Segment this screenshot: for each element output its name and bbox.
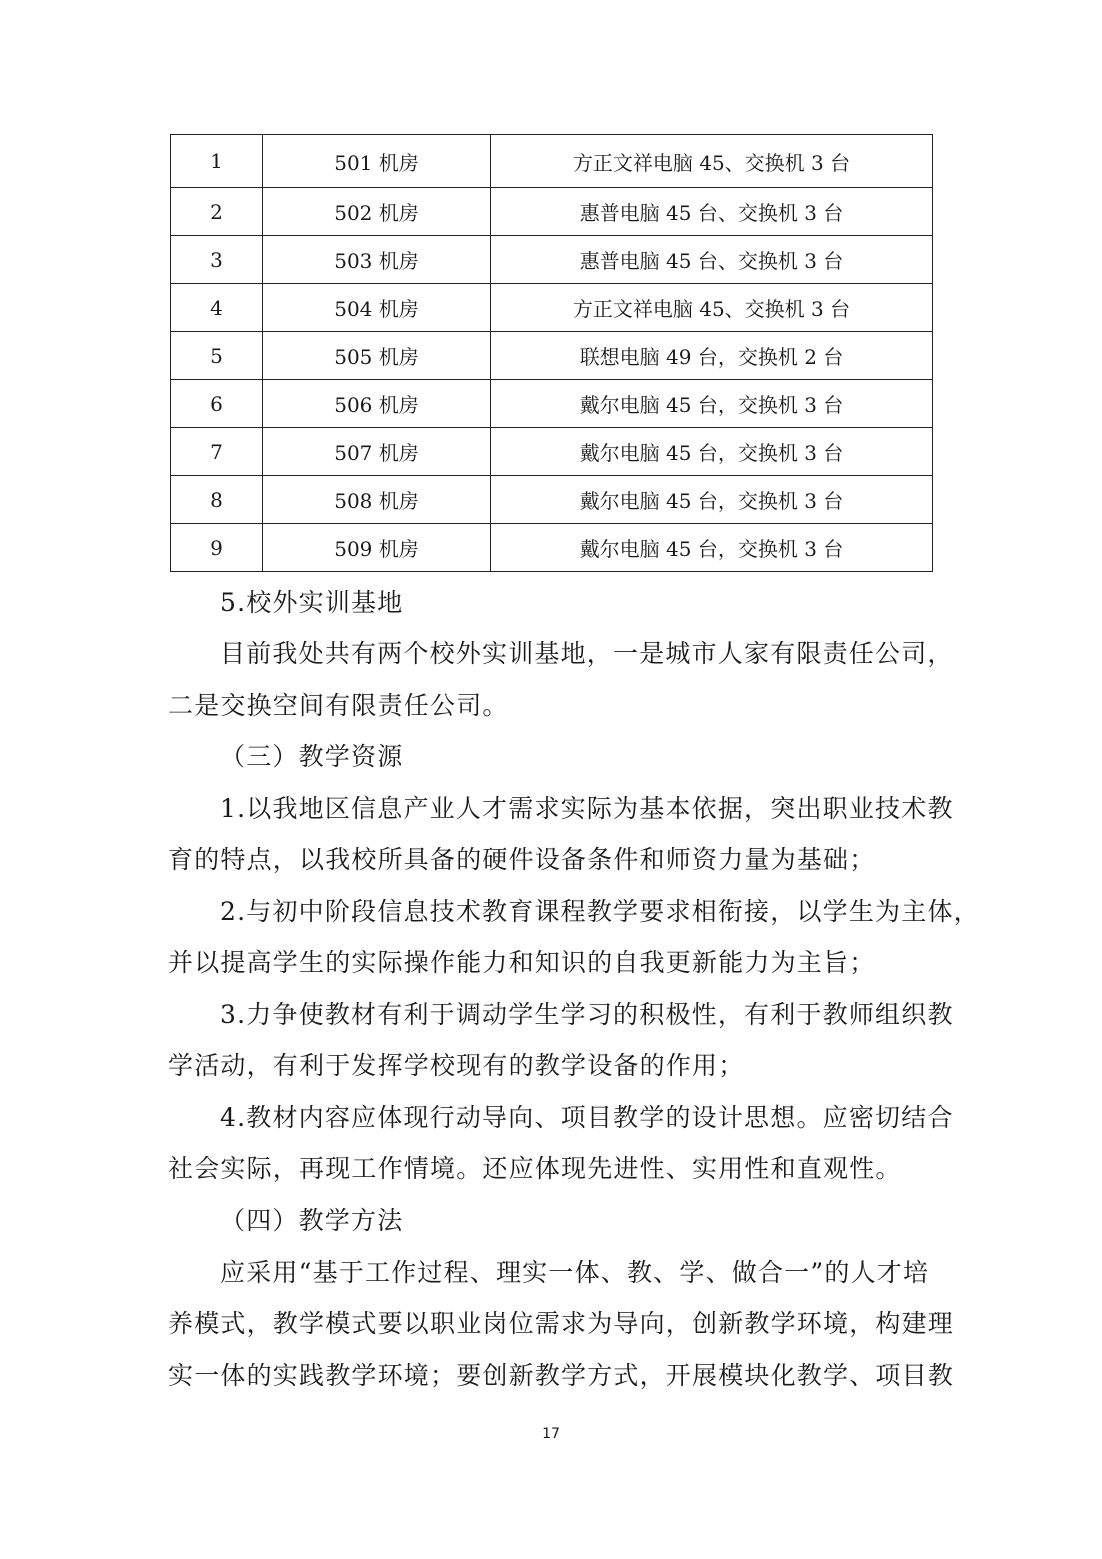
row-number: 2: [171, 188, 263, 236]
table-row: [171, 284, 933, 332]
room-name: 507 机房: [263, 428, 491, 476]
row-number: 7: [171, 428, 263, 476]
table-row: [171, 188, 933, 236]
paragraph-line: 二是交换空间有限责任公司。: [168, 691, 509, 720]
section-heading: 5.校外实训基地: [220, 588, 404, 617]
table-row: [171, 380, 933, 428]
equipment-desc: 惠普电脑 45 台、交换机 3 台: [491, 188, 933, 236]
row-number: 3: [171, 236, 263, 284]
row-number: 6: [171, 380, 263, 428]
room-name: 508 机房: [263, 476, 491, 524]
paragraph-line: 3.力争使教材有利于调动学生学习的积极性，有利于教师组织教: [220, 1000, 954, 1029]
paragraph-line: 应采用“基于工作过程、理实一体、教、学、做合一”的人才培: [220, 1258, 930, 1287]
table-row: [171, 332, 933, 380]
equipment-desc: 戴尔电脑 45 台，交换机 3 台: [491, 428, 933, 476]
paragraph-line: 4.教材内容应体现行动导向、项目教学的设计思想。应密切结合: [220, 1103, 954, 1132]
table-row: [171, 524, 933, 572]
paragraph-line: 养模式，教学模式要以职业岗位需求为导向，创新教学环境，构建理: [168, 1309, 955, 1338]
paragraph-line: 育的特点，以我校所具备的硬件设备条件和师资力量为基础；: [168, 845, 876, 874]
room-name: 505 机房: [263, 332, 491, 380]
table-row: [171, 236, 933, 284]
row-number: 4: [171, 284, 263, 332]
row-number: 9: [171, 524, 263, 572]
paragraph-line: 2.与初中阶段信息技术教育课程教学要求相衔接，以学生为主体，: [220, 897, 980, 926]
paragraph-line: 社会实际，再现工作情境。还应体现先进性、实用性和直观性。: [168, 1154, 902, 1183]
room-name: 504 机房: [263, 284, 491, 332]
equipment-desc: 戴尔电脑 45 台，交换机 3 台: [491, 380, 933, 428]
table-row: [171, 476, 933, 524]
equipment-desc: 戴尔电脑 45 台，交换机 3 台: [491, 524, 933, 572]
paragraph-line: 1.以我地区信息产业人才需求实际为基本依据，突出职业技术教: [220, 794, 954, 823]
section-heading: （三）教学资源: [220, 742, 404, 771]
room-name: 509 机房: [263, 524, 491, 572]
equipment-desc: 方正文祥电脑 45、交换机 3 台: [491, 284, 933, 332]
equipment-desc: 戴尔电脑 45 台，交换机 3 台: [491, 476, 933, 524]
room-name: 502 机房: [263, 188, 491, 236]
room-name: 506 机房: [263, 380, 491, 428]
row-number: 5: [171, 332, 263, 380]
paragraph-line: 目前我处共有两个校外实训基地，一是城市人家有限责任公司，: [220, 639, 954, 668]
equipment-desc: 方正文祥电脑 45、交换机 3 台: [491, 135, 933, 188]
computer-lab-table: [170, 134, 933, 572]
paragraph-line: 实一体的实践教学环境；要创新教学方式，开展模块化教学、项目教: [168, 1361, 955, 1390]
page-number: 17: [542, 1426, 560, 1442]
room-name: 501 机房: [263, 135, 491, 188]
table-row: [171, 135, 933, 188]
equipment-desc: 联想电脑 49 台，交换机 2 台: [491, 332, 933, 380]
equipment-desc: 惠普电脑 45 台、交换机 3 台: [491, 236, 933, 284]
paragraph-line: 学活动，有利于发挥学校现有的教学设备的作用；: [168, 1051, 745, 1080]
row-number: 1: [171, 135, 263, 188]
table-row: [171, 428, 933, 476]
paragraph-line: 并以提高学生的实际操作能力和知识的自我更新能力为主旨；: [168, 948, 876, 977]
room-name: 503 机房: [263, 236, 491, 284]
row-number: 8: [171, 476, 263, 524]
section-heading: （四）教学方法: [220, 1206, 404, 1235]
